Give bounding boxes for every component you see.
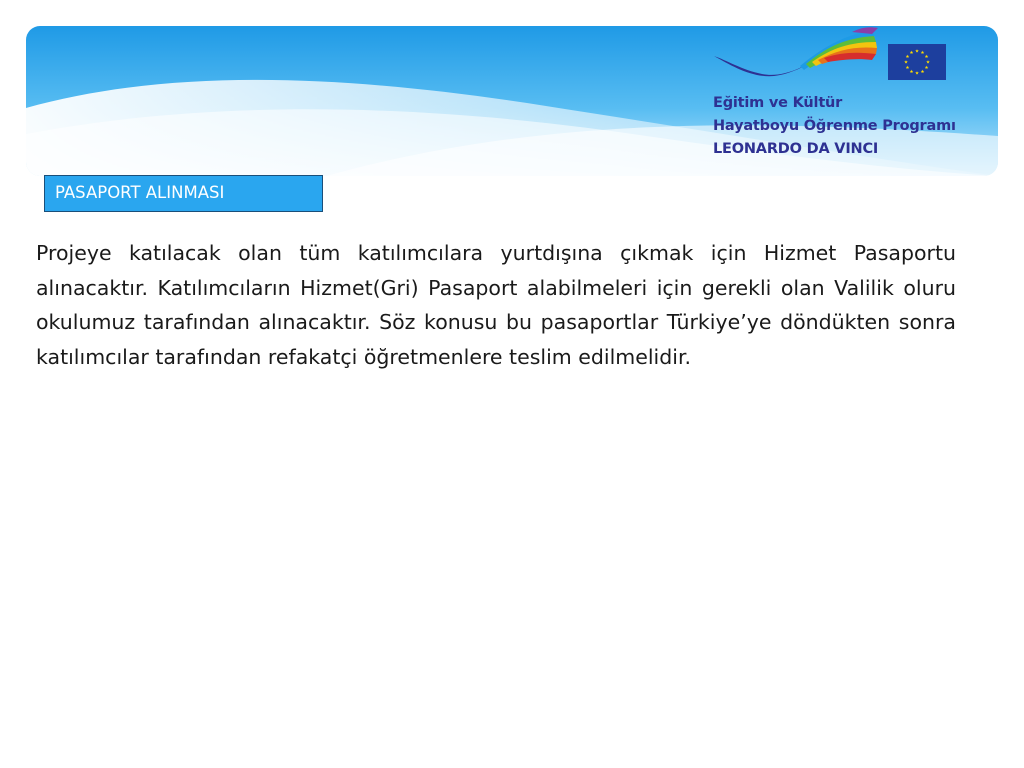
- section-title: PASAPORT ALINMASI: [55, 183, 225, 202]
- leonardo-logo-icon: [712, 26, 887, 88]
- program-line-3: LEONARDO DA VINCI: [713, 141, 879, 157]
- eu-flag-icon: [888, 44, 946, 80]
- body-paragraph: Projeye katılacak olan tüm katılımcılara yurtdışına çıkmak için Hizmet Pasaportu alınacaktır. Katılımcıların Hizmet(Gri) Pasaport alabilmeleri için gerekli olan Valilik oluru okulumuz tarafından alınacaktır. Söz konusu bu pasaportlar Türkiye’ye döndükten sonra katılımcılar tarafından refakatçi öğretmenlere teslim edilmelidir.: [36, 241, 956, 369]
- program-line-2: Hayatboyu Öğrenme Programı: [713, 118, 956, 134]
- section-title-box: [44, 175, 323, 212]
- program-title: [713, 92, 956, 161]
- program-line-1: Eğitim ve Kültür: [713, 95, 843, 111]
